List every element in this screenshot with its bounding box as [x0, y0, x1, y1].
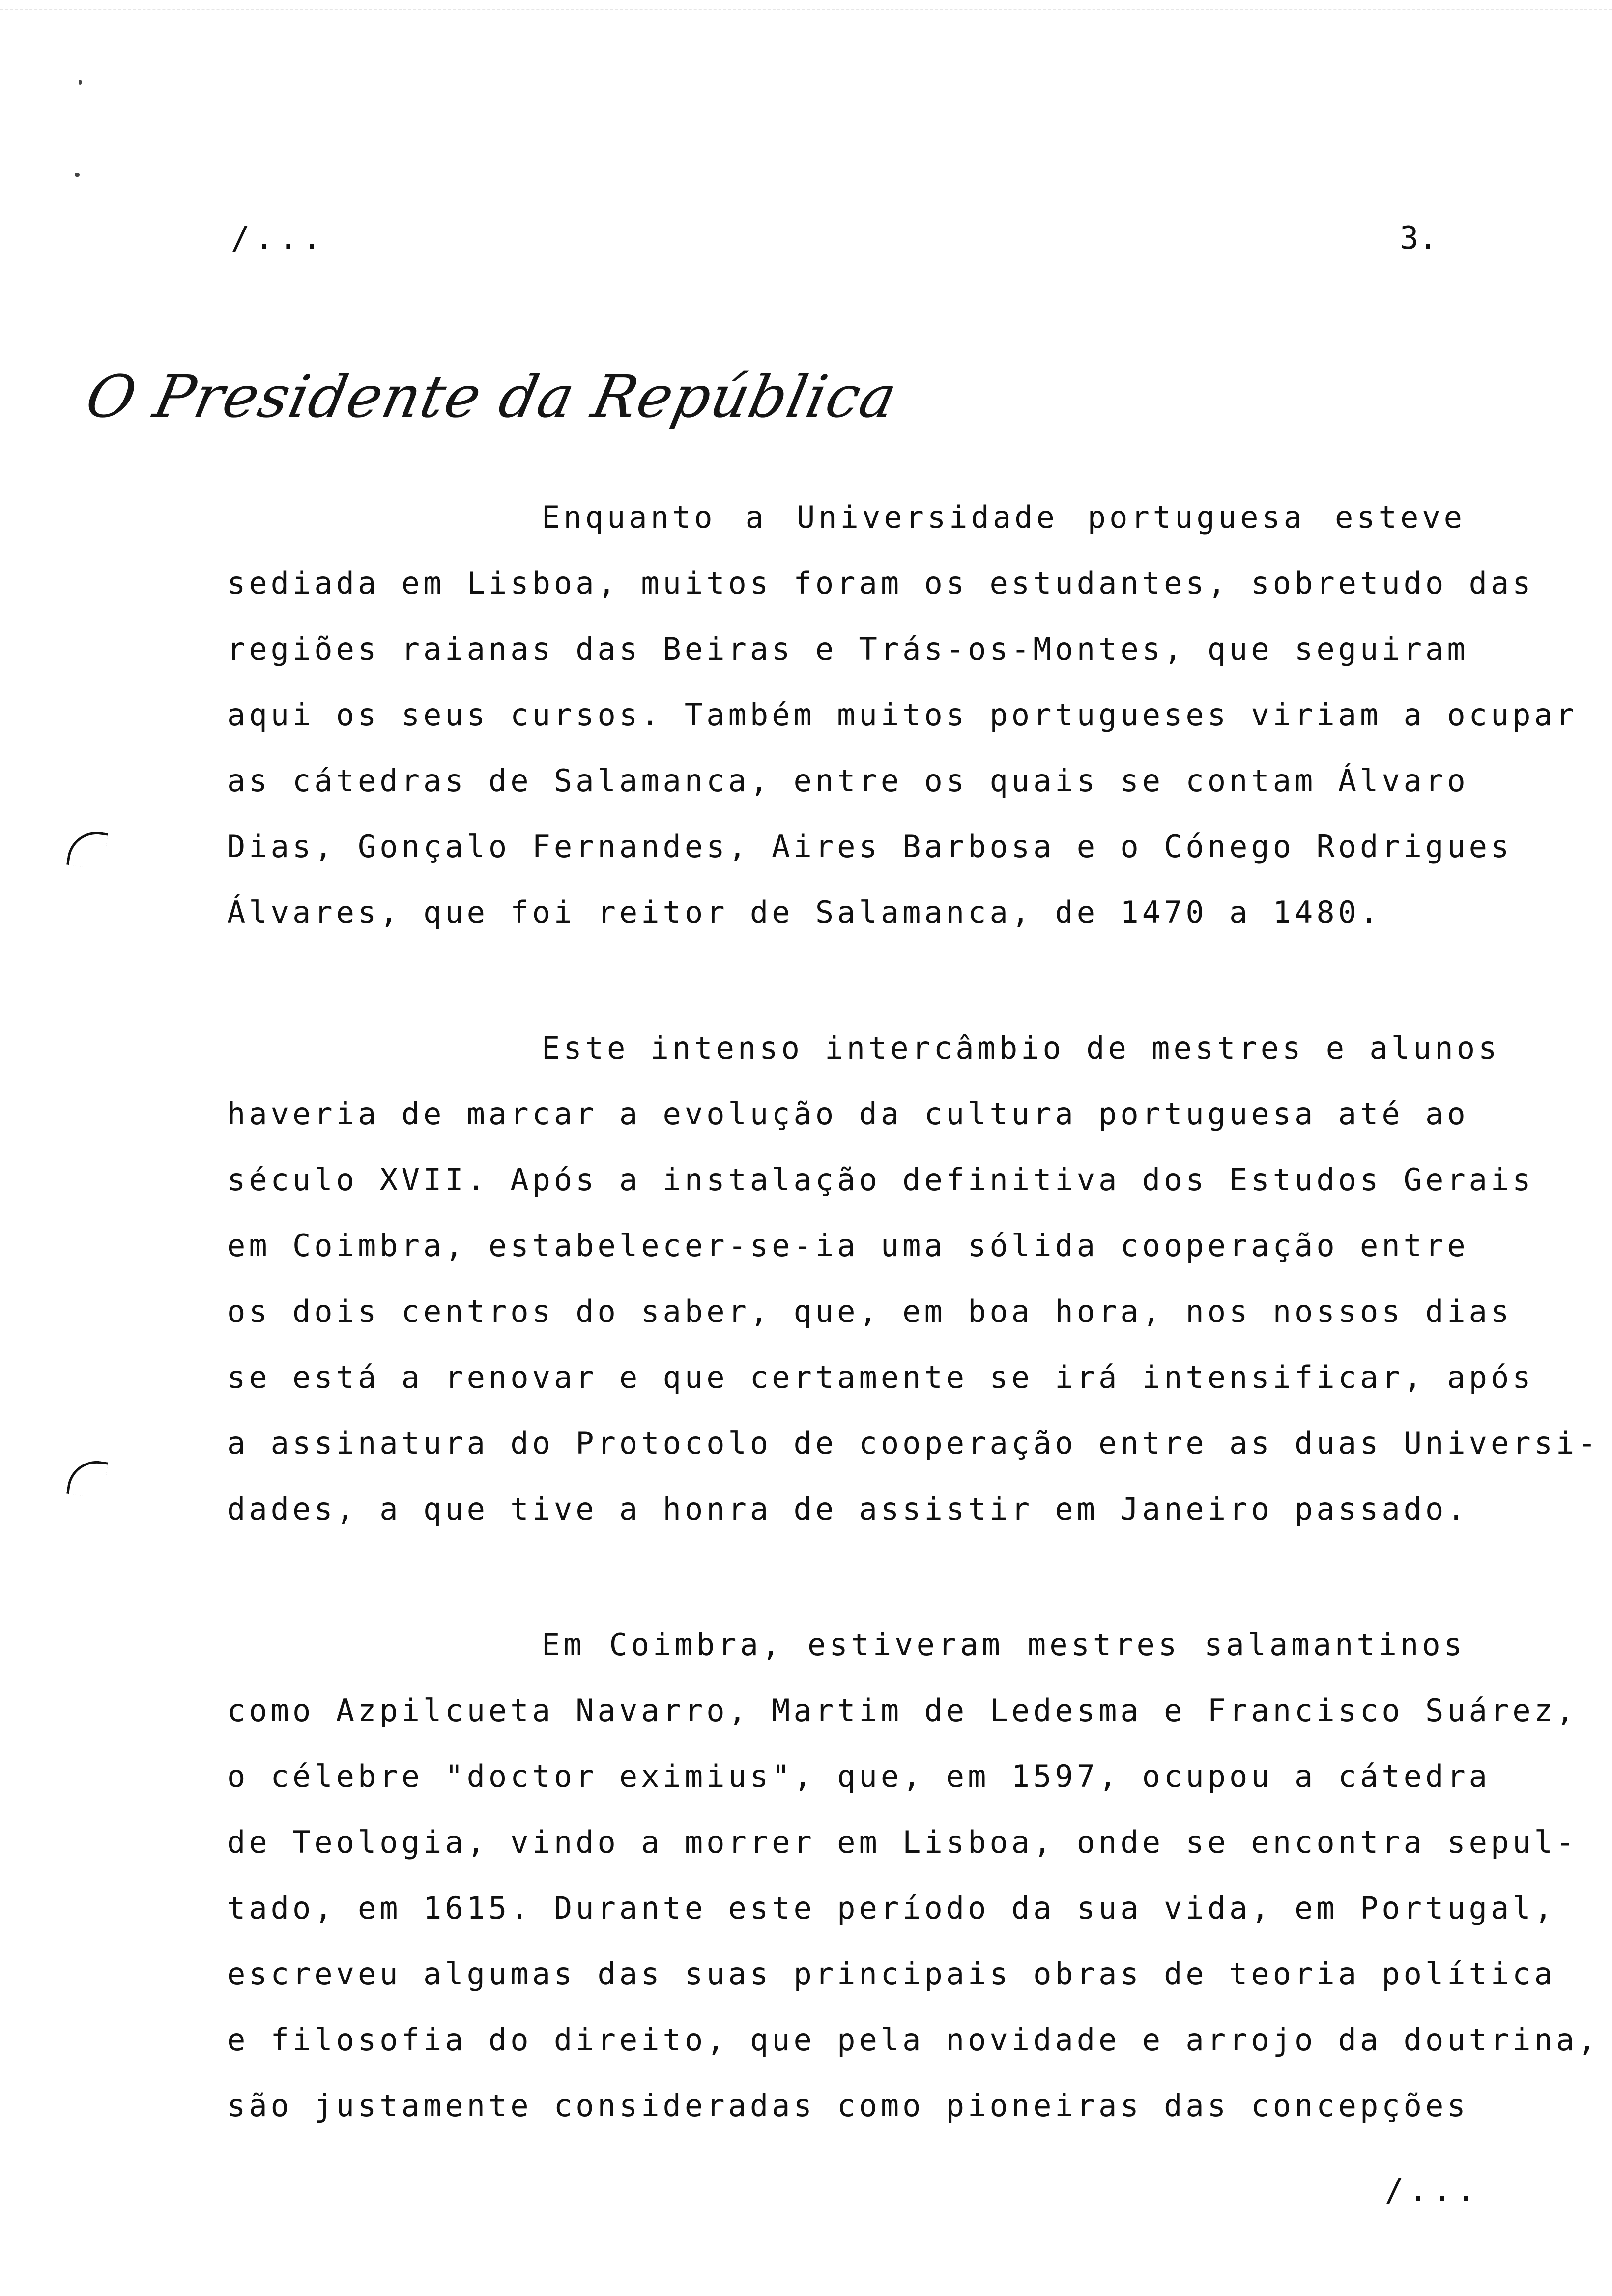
text-line: escreveu algumas das suas principais obras de teoria política: [227, 1956, 1556, 1992]
text-line: Dias, Gonçalo Fernandes, Aires Barbosa e o Cónego Rodrigues: [227, 829, 1513, 864]
text-line: as cátedras de Salamanca, entre os quais se contam Álvaro: [227, 763, 1469, 799]
letter-body: [227, 485, 1600, 2209]
scan-speck: [79, 80, 82, 85]
paragraph: [227, 485, 1578, 946]
text-line: e filosofia do direito, que pela novidade e arrojo da doutrina,: [227, 2022, 1600, 2058]
header-continuation: /...: [231, 220, 327, 257]
text-line: o célebre "doctor eximius", que, em 1597, ocupou a cátedra: [227, 1758, 1491, 1794]
text-line: haveria de marcar a evolução da cultura portuguesa até ao: [227, 1096, 1469, 1132]
hole-punch-mark: [66, 828, 108, 870]
text-line: dades, a que tive a honra de assistir em Janeiro passado.: [227, 1491, 1469, 1527]
text-line: Em Coimbra, estiveram mestres salamantinos: [542, 1627, 1466, 1663]
paragraph: [227, 1612, 1600, 2139]
paragraph: [227, 1015, 1600, 1542]
text-line: em Coimbra, estabelecer-se-ia uma sólida cooperação entre: [227, 1228, 1469, 1263]
text-line: a assinatura do Protocolo de cooperação entre as duas Universi-: [227, 1425, 1600, 1461]
text-line: regiões raianas das Beiras e Trás-os-Montes, que seguiram: [227, 631, 1469, 667]
text-line: os dois centros do saber, que, em boa hora, nos nossos dias: [227, 1293, 1513, 1329]
text-line: se está a renovar e que certamente se irá intensificar, após: [227, 1359, 1534, 1395]
scan-edge-line: [0, 9, 1612, 10]
text-line: aqui os seus cursos. Também muitos portugueses viriam a ocupar: [227, 697, 1578, 733]
text-line: de Teologia, vindo a morrer em Lisboa, onde se encontra sepul-: [227, 1824, 1578, 1860]
text-line: século XVII. Após a instalação definitiva dos Estudos Gerais: [227, 1162, 1534, 1198]
text-line: sediada em Lisboa, muitos foram os estudantes, sobretudo das: [227, 565, 1534, 601]
page-number: 3.: [1400, 220, 1438, 257]
text-line: são justamente consideradas como pioneiras das concepções: [227, 2088, 1469, 2124]
footer-continuation: /...: [1385, 2172, 1481, 2209]
letterhead-title: O Presidente da República: [80, 363, 904, 430]
text-line: Este intenso intercâmbio de mestres e alunos: [542, 1030, 1500, 1066]
text-line: como Azpilcueta Navarro, Martim de Ledesma e Francisco Suárez,: [227, 1693, 1578, 1728]
text-line: Enquanto a Universidade portuguesa esteve: [542, 499, 1466, 535]
text-line: tado, em 1615. Durante este período da sua vida, em Portugal,: [227, 1890, 1556, 1926]
scan-speck: [75, 173, 80, 177]
hole-punch-mark: [66, 1457, 108, 1499]
text-line: Álvares, que foi reitor de Salamanca, de 1470 a 1480.: [227, 894, 1382, 930]
